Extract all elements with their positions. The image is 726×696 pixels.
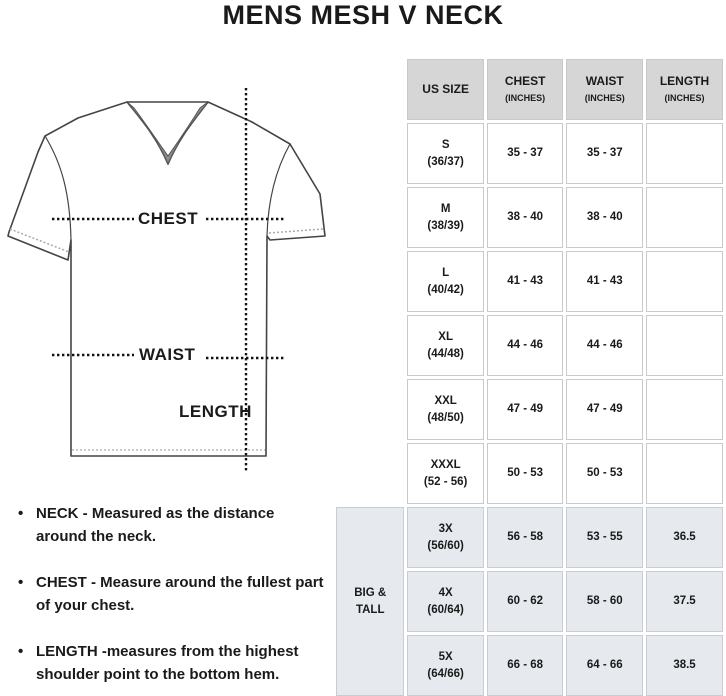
size-cell: L (40/42)	[407, 251, 483, 312]
chest-cell: 66 - 68	[487, 635, 564, 696]
waist-cell: 35 - 37	[566, 123, 643, 184]
tshirt-illustration	[0, 84, 340, 476]
waist-cell: 47 - 49	[566, 379, 643, 440]
chest-cell: 56 - 58	[487, 507, 564, 568]
waist-cell: 41 - 43	[566, 251, 643, 312]
size-cell: XXL (48/50)	[407, 379, 483, 440]
length-cell	[646, 443, 723, 504]
chest-cell: 50 - 53	[487, 443, 564, 504]
size-cell: S (36/37)	[407, 123, 483, 184]
chest-label: CHEST	[138, 209, 199, 228]
length-cell: 36.5	[646, 507, 723, 568]
header-waist: WAIST (INCHES)	[566, 59, 643, 120]
header-us-size: US SIZE	[407, 59, 483, 120]
header-length: LENGTH (INCHES)	[646, 59, 723, 120]
size-cell: M (38/39)	[407, 187, 483, 248]
chest-cell: 44 - 46	[487, 315, 564, 376]
blank-cell	[336, 59, 404, 120]
table-row	[336, 187, 723, 248]
size-cell: XXXL (52 - 56)	[407, 443, 483, 504]
length-cell	[646, 315, 723, 376]
note-length: • LENGTH -measures from the highest shoulder point to the bottom hem.	[18, 640, 328, 686]
chest-cell: 60 - 62	[487, 571, 564, 632]
length-cell: 38.5	[646, 635, 723, 696]
length-cell	[646, 187, 723, 248]
waist-cell: 38 - 40	[566, 187, 643, 248]
table-row	[336, 379, 723, 440]
tshirt-diagram	[0, 84, 340, 476]
length-cell: 37.5	[646, 571, 723, 632]
page-title: MENS MESH V NECK	[222, 0, 504, 30]
chest-cell: 47 - 49	[487, 379, 564, 440]
waist-cell: 64 - 66	[566, 635, 643, 696]
size-chart-table	[333, 56, 726, 696]
chest-cell: 38 - 40	[487, 187, 564, 248]
note-neck: • NECK - Measured as the distance around the neck.	[18, 502, 328, 548]
size-cell: 5X (64/66)	[407, 635, 483, 696]
length-cell	[646, 379, 723, 440]
waist-label: WAIST	[139, 345, 196, 364]
table-header-row	[336, 59, 723, 120]
chest-cell: 35 - 37	[487, 123, 564, 184]
table-row	[336, 251, 723, 312]
waist-cell: 58 - 60	[566, 571, 643, 632]
waist-cell: 44 - 46	[566, 315, 643, 376]
length-cell	[646, 123, 723, 184]
size-cell: 4X (60/64)	[407, 571, 483, 632]
length-label: LENGTH	[179, 402, 252, 421]
table-row	[336, 443, 723, 504]
waist-cell: 53 - 55	[566, 507, 643, 568]
table-row	[336, 315, 723, 376]
chest-cell: 41 - 43	[487, 251, 564, 312]
table-row-big-tall	[336, 507, 723, 568]
size-cell: XL (44/48)	[407, 315, 483, 376]
length-cell	[646, 251, 723, 312]
note-chest: • CHEST - Measure around the fullest part of your chest.	[18, 571, 328, 617]
waist-cell: 50 - 53	[566, 443, 643, 504]
header-chest: CHEST (INCHES)	[487, 59, 564, 120]
size-cell: 3X (56/60)	[407, 507, 483, 568]
big-tall-label: BIG & TALL	[336, 507, 404, 696]
measurement-notes	[18, 502, 328, 696]
table-row	[336, 123, 723, 184]
